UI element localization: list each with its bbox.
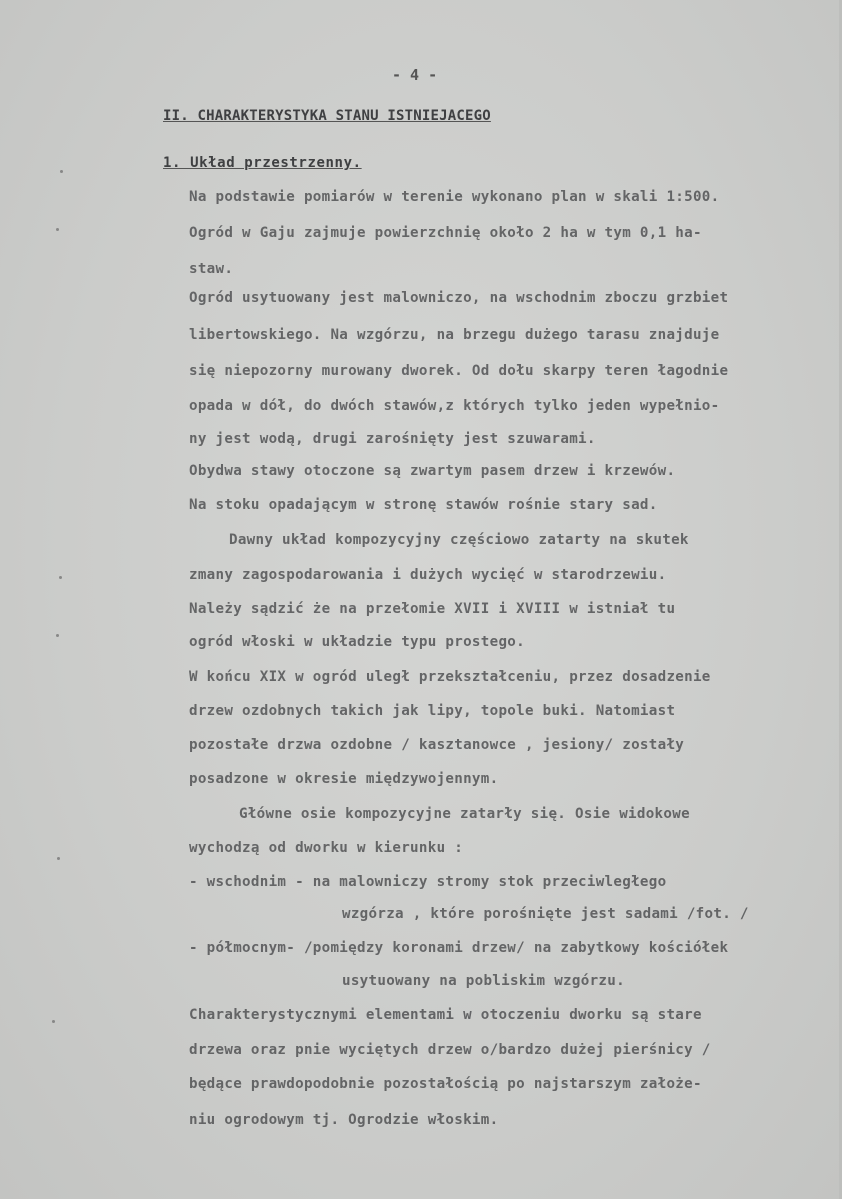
text-line: wzgórza , które porośnięte jest sadami /fot. / [342, 906, 749, 922]
text-line: posadzone w okresie międzywojennym. [189, 771, 499, 787]
text-line: Ogród w Gaju zajmuje powierzchnię około 2 ha w tym 0,1 ha- [189, 225, 702, 241]
text-line: opada w dół, do dwóch stawów,z których tylko jeden wypełnio- [189, 398, 720, 414]
text-line: będące prawdopodobnie pozostałością po najstarszym założe- [189, 1076, 702, 1092]
text-line: drzewa oraz pnie wyciętych drzew o/bardzo dużej pierśnicy / [189, 1042, 711, 1058]
text-line: - wschodnim - na malowniczy stromy stok przeciwległego [189, 874, 667, 890]
margin-mark [56, 228, 59, 231]
margin-mark [52, 1020, 55, 1023]
margin-mark [60, 170, 63, 173]
text-line: W końcu XIX w ogród uległ przekształceniu, przez dosadzenie [189, 669, 711, 685]
text-line: libertowskiego. Na wzgórzu, na brzegu dużego tarasu znajduje [189, 327, 720, 343]
text-line: zmany zagospodarowania i dużych wycięć w starodrzewiu. [189, 567, 667, 583]
text-line: Należy sądzić że na przełomie XVII i XVIII w istniał tu [189, 601, 676, 617]
text-line: się niepozorny murowany dworek. Od dołu skarpy teren łagodnie [189, 363, 729, 379]
text-line: Główne osie kompozycyjne zatarły się. Osie widokowe [239, 806, 690, 822]
text-line: Ogród usytuowany jest malowniczo, na wschodnim zboczu grzbiet [189, 290, 729, 306]
text-line: Dawny układ kompozycyjny częściowo zatarty na skutek [229, 532, 689, 548]
subsection-heading: 1. Układ przestrzenny. [163, 155, 362, 171]
text-line: Obydwa stawy otoczone są zwartym pasem drzew i krzewów. [189, 463, 676, 479]
text-line: ogród włoski w układzie typu prostego. [189, 634, 525, 650]
text-line: usytuowany na pobliskim wzgórzu. [342, 973, 625, 989]
section-heading: II. CHARAKTERYSTYKA STANU ISTNIEJACEGO [163, 108, 491, 124]
text-line: Charakterystycznymi elementami w otoczeniu dworku są stare [189, 1007, 702, 1023]
page-number: - 4 - [392, 66, 438, 84]
text-line: staw. [189, 261, 234, 277]
margin-mark [57, 857, 60, 860]
text-line: Na stoku opadającym w stronę stawów rośnie stary sad. [189, 497, 658, 513]
margin-mark [56, 634, 59, 637]
text-line: - półmocnym- /pomiędzy koronami drzew/ na zabytkowy kościółek [189, 940, 729, 956]
margin-mark [59, 576, 62, 579]
text-line: wychodzą od dworku w kierunku : [189, 840, 464, 856]
text-line: Na podstawie pomiarów w terenie wykonano plan w skali 1:500. [189, 189, 720, 205]
text-line: niu ogrodowym tj. Ogrodzie włoskim. [189, 1112, 499, 1128]
text-line: pozostałe drzwa ozdobne / kasztanowce , jesiony/ zostały [189, 737, 685, 753]
text-line: ny jest wodą, drugi zarośnięty jest szuwarami. [189, 431, 596, 447]
text-line: drzew ozdobnych takich jak lipy, topole buki. Natomiast [189, 703, 676, 719]
